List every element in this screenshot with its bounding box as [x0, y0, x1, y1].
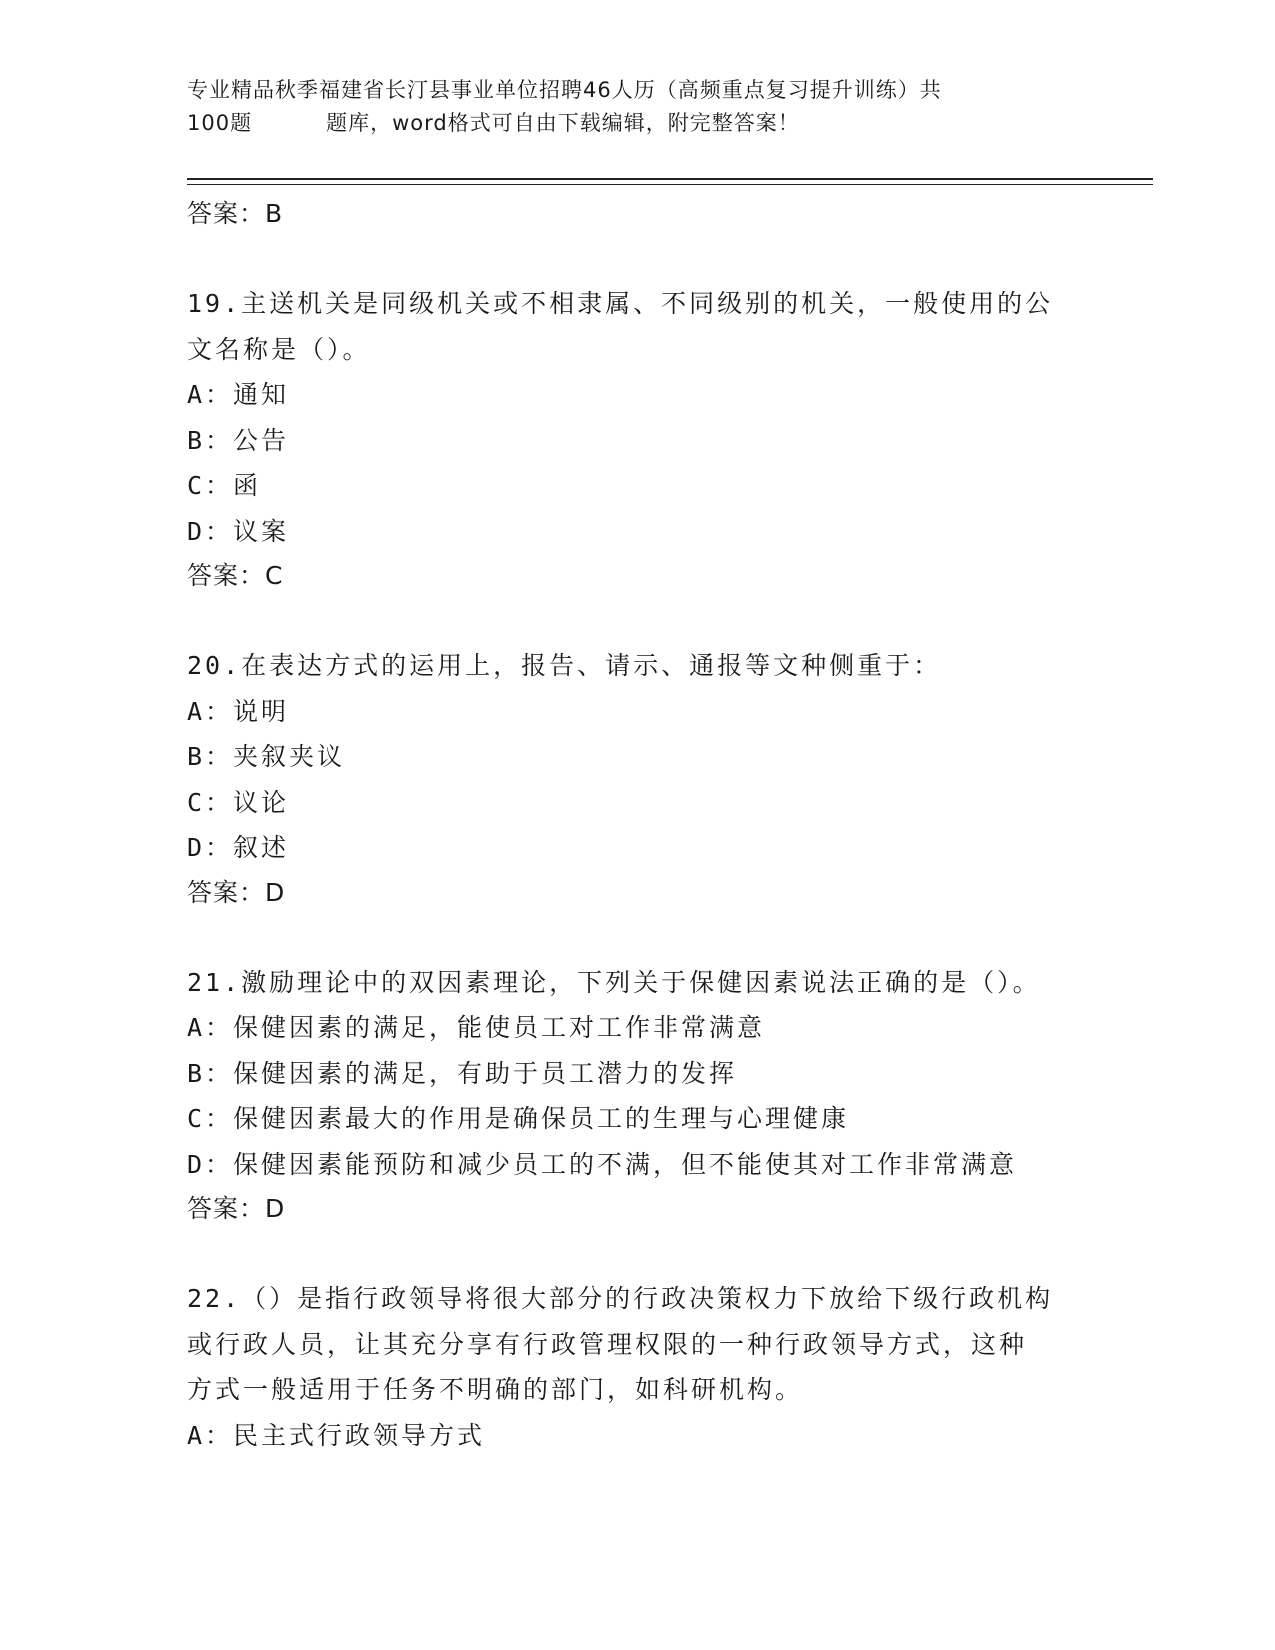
option-a: A：保健因素的满足，能使员工对工作非常满意 — [187, 1013, 766, 1042]
answer-line: 答案：D — [187, 1194, 286, 1223]
option-a: A：民主式行政领导方式 — [187, 1420, 486, 1450]
option-b: B：公告 — [187, 425, 290, 455]
question-text: 方式一般适用于任务不明确的部门，如科研机构。 — [187, 1375, 804, 1404]
option-b: B：保健因素的满足，有助于员工潜力的发挥 — [187, 1058, 738, 1088]
answer-line: 答案：D — [187, 877, 286, 907]
question-text: 21.激励理论中的双因素理论，下列关于保健因素说法正确的是（）。 — [187, 967, 1041, 997]
option-b: B：夹叙夹议 — [187, 742, 346, 771]
answer-line: 答案：C — [187, 561, 284, 590]
header-rule-thick — [187, 178, 1153, 180]
option-c: C：议论 — [187, 787, 290, 817]
option-a: A：通知 — [187, 380, 290, 409]
question-text: 文名称是（）。 — [187, 334, 371, 364]
option-d: D：保健因素能预防和减少员工的不满，但不能使其对工作非常满意 — [187, 1149, 1018, 1179]
header-line-2-count: 100题 — [187, 111, 253, 135]
option-d: D：议案 — [187, 516, 290, 546]
header-rule-thin — [187, 184, 1153, 185]
question-text: 20.在表达方式的运用上，报告、请示、通报等文种侧重于： — [187, 651, 942, 680]
header-line-1: 专业精品秋季福建省长汀县事业单位招聘46人历（高频重点复习提升训练）共 — [187, 78, 942, 102]
option-c: C：函 — [187, 471, 262, 500]
document-header — [187, 74, 1087, 140]
question-block — [187, 281, 1087, 598]
answer-line: 答案：B — [187, 199, 284, 228]
document-body — [187, 192, 1087, 1458]
question-block — [187, 960, 1087, 1232]
option-c: C：保健因素最大的作用是确保员工的生理与心理健康 — [187, 1104, 850, 1133]
header-line-2 — [187, 107, 1087, 140]
option-a: A：说明 — [187, 696, 290, 726]
question-text: 或行政人员，让其充分享有行政管理权限的一种行政领导方式，这种 — [187, 1329, 1028, 1359]
header-line-2-text: 题库，word格式可自由下载编辑，附完整答案！ — [326, 111, 800, 135]
question-text: 19.主送机关是同级机关或不相隶属、不同级别的机关，一般使用的公 — [187, 289, 1054, 318]
question-block — [187, 1276, 1087, 1458]
question-block — [187, 643, 1087, 915]
question-text: 22.（）是指行政领导将很大部分的行政决策权力下放给下级行政机构 — [187, 1284, 1054, 1313]
option-d: D：叙述 — [187, 833, 290, 862]
